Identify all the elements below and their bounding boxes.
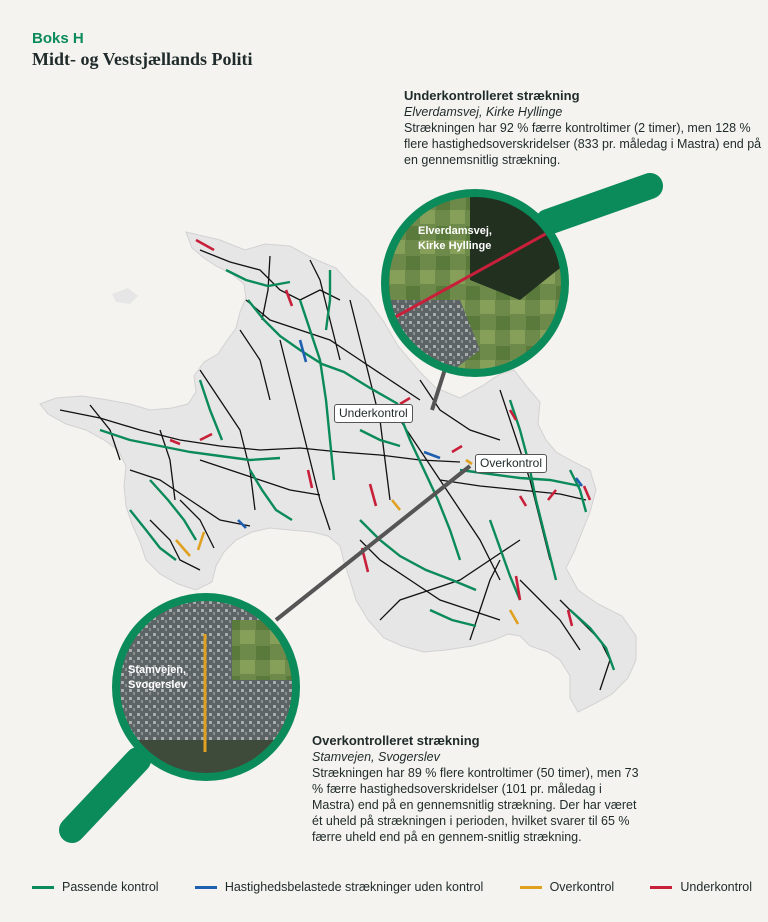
- legend-label: Passende kontrol: [62, 880, 159, 894]
- callout-body: Strækningen har 92 % færre kontroltimer (2 timer), men 128 % flere hastighedsoverskridelser (833 pr. måledag i Mastra) end på en gennemsnitlig strækning.: [404, 121, 762, 167]
- legend-swatch: [650, 886, 672, 889]
- legend-item-under-control: [650, 880, 752, 894]
- legend-item-appropriate: [32, 880, 159, 894]
- map-tag-underkontrol: Underkontrol: [334, 404, 413, 423]
- magnifier-top: [380, 186, 650, 380]
- callout-title: Overkontrolleret strækning: [312, 733, 480, 748]
- legend-swatch: [195, 886, 217, 889]
- legend-label: Overkontrol: [549, 880, 615, 894]
- map-tag-overkontrol: Overkontrol: [475, 454, 547, 473]
- callout-over-controlled: [312, 733, 642, 845]
- callout-subtitle: Stamvejen, Svogerslev: [312, 750, 440, 764]
- magnifier-bottom: [72, 590, 310, 830]
- legend-item-speed-no-control: [195, 880, 484, 894]
- box-label: Boks H: [32, 30, 84, 47]
- legend-item-over-control: [520, 880, 615, 894]
- map-legend: [32, 880, 752, 894]
- inset-label-bottom-1: Stamvejen,: [128, 664, 187, 676]
- callout-body: Strækningen har 89 % flere kontroltimer (50 timer), men 73 % færre hastighedsoverskridelser (101 pr. måledag i Mastra) end på en gennemsnitlig strækning. Der har været ét uheld på strækningen i perioden, hvilket svarer til 65 % færre uheld end på en gennem-snitlig strækning.: [312, 766, 639, 844]
- inset-label-bottom-2: Svogerslev: [128, 679, 187, 691]
- legend-swatch: [32, 886, 54, 889]
- callout-title: Underkontrolleret strækning: [404, 88, 580, 103]
- inset-label-top-2: Kirke Hyllinge: [418, 240, 492, 252]
- callout-subtitle: Elverdamsvej, Kirke Hyllinge: [404, 105, 563, 119]
- inset-label-top-1: Elverdamsvej,: [418, 225, 492, 237]
- legend-label: Hastighedsbelastede strækninger uden kontrol: [224, 880, 484, 894]
- page-title: Midt- og Vestsjællands Politi: [32, 49, 253, 69]
- legend-swatch: [520, 886, 542, 889]
- legend-label: Underkontrol: [680, 880, 752, 894]
